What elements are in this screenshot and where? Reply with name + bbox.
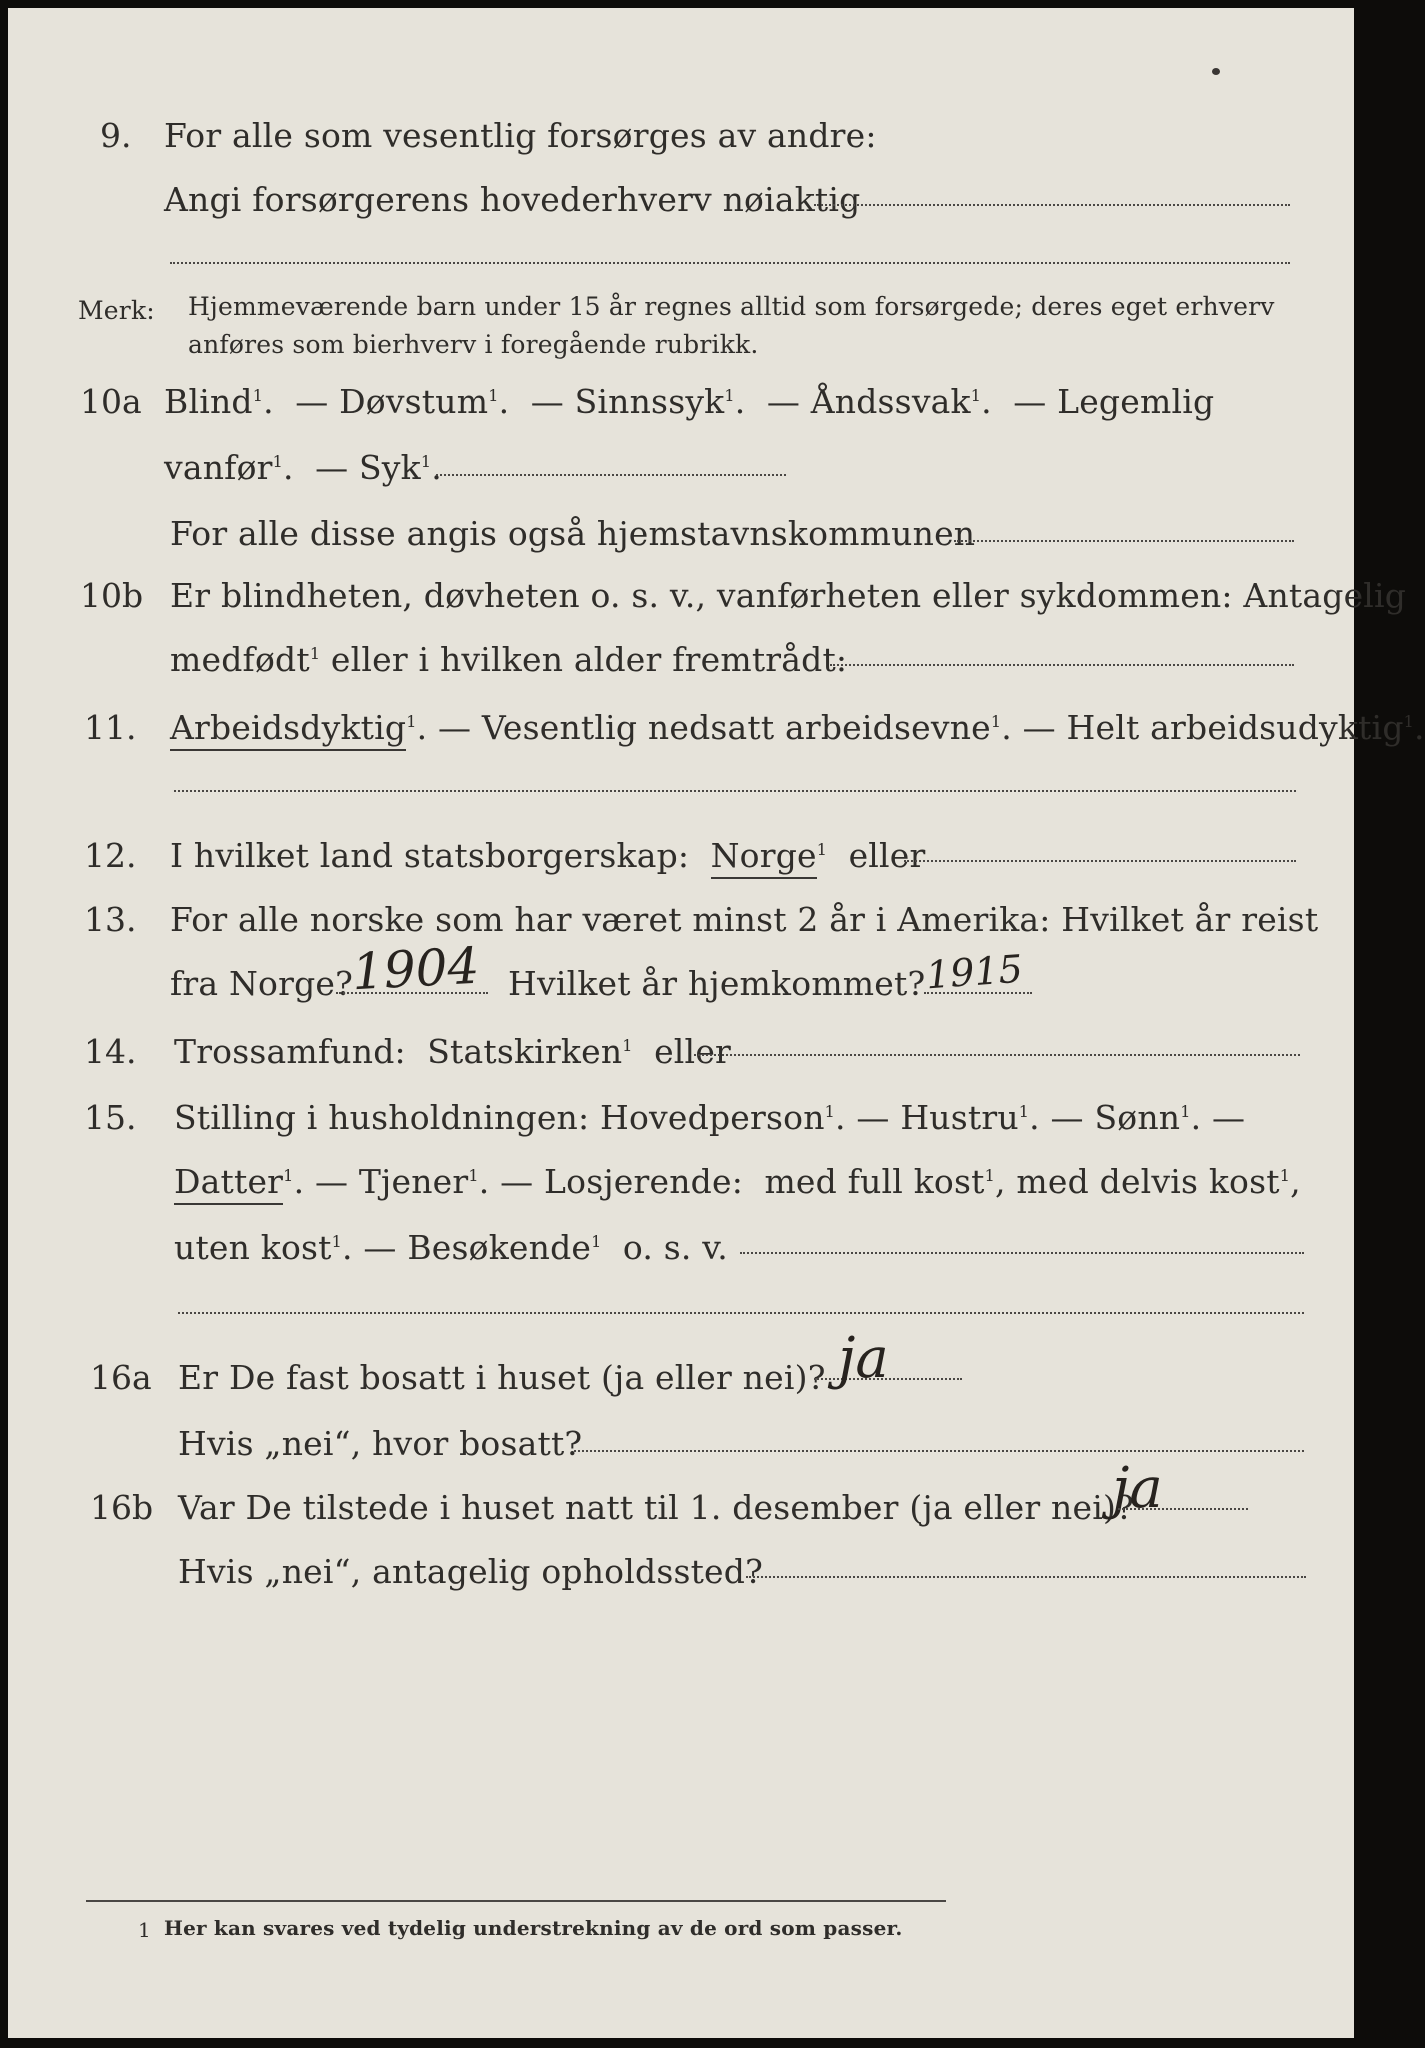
q16a-number: 16a [90, 1358, 152, 1397]
footnote-ref: 1 [990, 712, 1002, 731]
footnote-ref: 1 [420, 452, 432, 471]
q15-line2 [174, 1162, 1301, 1201]
footnote-ref: 1 [488, 386, 499, 405]
footnote-mark: 1 [138, 1918, 151, 1942]
q12-answer-line[interactable] [904, 860, 1296, 862]
q13-line1: For alle norske som har været minst 2 år i Amerika: Hvilket år reist [170, 900, 1319, 939]
q10a-andssvak[interactable]: — Åndssvak [766, 382, 971, 421]
q10b-line2 [170, 640, 847, 679]
footnote-ref: 1 [824, 1102, 836, 1121]
footnote-text: Her kan svares ved tydelig understrekning av de ord som passer. [164, 1916, 903, 1940]
footnote-ref: 1 [816, 840, 828, 859]
q11-vesentlig[interactable]: . — Vesentlig nedsatt arbeidsevne [416, 708, 991, 747]
q10b-number: 10b [80, 576, 144, 615]
q9-answer-line[interactable] [814, 204, 1290, 206]
q16a-line1: Er De fast bosatt i huset (ja eller nei)? [178, 1358, 826, 1397]
q10a-number: 10a [80, 382, 142, 421]
q10a-syk[interactable]: — Syk [315, 448, 421, 487]
q15-line1 [174, 1098, 1245, 1137]
footnote-ref: 1 [1403, 712, 1415, 731]
q16b-answer[interactable]: ja [1112, 1456, 1163, 1521]
q10b-medfodt[interactable]: medfødt [170, 640, 310, 679]
q15-line3 [174, 1228, 728, 1267]
q15-hovedperson[interactable]: Stilling i husholdningen: Hovedperson [174, 1098, 825, 1137]
q16a-bosatt-answer-line[interactable] [574, 1450, 1304, 1452]
q15-hustru[interactable]: . — Hustru [835, 1098, 1019, 1137]
q12-line [170, 836, 926, 875]
q12-number: 12. [84, 836, 137, 875]
q10b-alder-question: eller i hvilken alder fremtrådt: [320, 640, 848, 679]
q14-number: 14. [84, 1032, 137, 1071]
q15-comma: , [1290, 1162, 1301, 1201]
q13-reist-answer[interactable]: 1904 [350, 936, 481, 1002]
q13-hjem-answer[interactable]: 1915 [924, 946, 1025, 998]
q11-arbeidsdyktig[interactable]: Arbeidsdyktig [170, 708, 406, 751]
q15-dash: . — [1190, 1098, 1246, 1137]
q12-norge[interactable]: Norge [711, 836, 817, 879]
q15-uten-kost[interactable]: uten kost [174, 1228, 332, 1267]
q10a-line2: vanfør$^1$. — Syk$^1$. [164, 448, 442, 487]
q11-number: 11. [84, 708, 137, 747]
q12-question: I hvilket land statsborgerskap: [170, 836, 690, 875]
q13-fra-norge: fra Norge? [170, 964, 354, 1003]
merk-line1: Hjemmeværende barn under 15 år regnes alltid som forsørgede; deres eget erhverv [188, 292, 1275, 321]
footnote-ref: 1 [283, 1166, 294, 1185]
q15-sonn[interactable]: . — Sønn [1029, 1098, 1181, 1137]
q15-tjener[interactable]: . — Tjener [293, 1162, 469, 1201]
q16b-answer-line[interactable] [1118, 1508, 1248, 1510]
q16b-line2: Hvis „nei“, antagelig opholdssted? [178, 1552, 763, 1591]
q15-osv: o. s. v. [622, 1228, 728, 1267]
q15-datter[interactable]: Datter [174, 1162, 283, 1205]
footnote-ref: 1 [1279, 1166, 1291, 1185]
q10a-blind[interactable]: Blind [164, 382, 253, 421]
footnote-ref: 1 [724, 386, 735, 405]
footnote-ref: 1 [468, 1166, 479, 1185]
merk-label: Merk: [78, 296, 155, 325]
q10a-hjemstavn-answer-line[interactable] [954, 540, 1294, 542]
footnote-ref: 1 [252, 386, 264, 405]
q16b-opholdssted-answer-line[interactable] [746, 1576, 1306, 1578]
q10a-syk-answer-line[interactable] [436, 474, 786, 476]
q16a-answer[interactable]: ja [838, 1326, 889, 1391]
q15-answer-line[interactable] [740, 1252, 1304, 1254]
q9-line2: Angi forsørgerens hovederhverv nøiaktig [164, 180, 861, 219]
q9-answer-line-2[interactable] [170, 262, 1290, 264]
q10a-dovstum[interactable]: — Døvstum [295, 382, 489, 421]
q11-helt[interactable]: . — Helt arbeidsudyktig [1001, 708, 1404, 747]
footnote-ref: 1 [272, 452, 284, 471]
q14-statskirken[interactable]: Statskirken [427, 1032, 623, 1071]
q11-line: Arbeidsdyktig$^1$. — Vesentlig nedsatt arbeidsevne$^1$. — Helt arbeidsudyktig$^1$. [170, 708, 1425, 747]
q14-question: Trossamfund: [174, 1032, 406, 1071]
q9-number: 9. [100, 116, 132, 155]
q10a-legemlig[interactable]: — Legemlig [1013, 382, 1215, 421]
q11-answer-line[interactable] [174, 790, 1296, 792]
q14-answer-line[interactable] [694, 1054, 1300, 1056]
q15-losjerende: . — Losjerende: [478, 1162, 744, 1201]
q10b-answer-line[interactable] [830, 664, 1294, 666]
q13-number: 13. [84, 900, 137, 939]
q15-number: 15. [84, 1098, 137, 1137]
q16a-line2: Hvis „nei“, hvor bosatt? [178, 1424, 583, 1463]
footnote-ref: 1 [970, 386, 982, 405]
q16b-line1: Var De tilstede i huset natt til 1. desember (ja eller nei)? [178, 1488, 1134, 1527]
q15-full-kost[interactable]: med full kost [764, 1162, 985, 1201]
q10b-line1: Er blindheten, døvheten o. s. v., vanførheten eller sykdommen: Antagelig [170, 576, 1407, 615]
footnote-ref: 1 [1018, 1102, 1030, 1121]
q10a-vanfor[interactable]: vanfør [164, 448, 273, 487]
q14-eller: eller [654, 1032, 732, 1071]
q12-eller: eller [848, 836, 926, 875]
merk-line2: anføres som bierhverv i foregående rubrikk. [188, 330, 759, 359]
q13-hjemkommet: Hvilket år hjemkommet? [508, 964, 926, 1003]
footnote-ref: 1 [406, 712, 417, 731]
census-form-page [8, 8, 1425, 2038]
q10a-line3: For alle disse angis også hjemstavnskommunen [170, 514, 976, 553]
q16b-number: 16b [90, 1488, 154, 1527]
q15-answer-line-2[interactable] [178, 1312, 1304, 1314]
footnote-ref: 1 [1180, 1102, 1191, 1121]
q9-line1: For alle som vesentlig forsørges av andre: [164, 116, 877, 155]
q15-besokende[interactable]: . — Besøkende [342, 1228, 592, 1267]
footnote-ref: 1 [309, 644, 321, 663]
q10a-line1: Blind$^1$. — Døvstum$^1$. — Sinnssyk$^1$. — Åndssvak$^1$. — Legemlig [164, 382, 1215, 421]
q10a-sinnssyk[interactable]: — Sinnssyk [530, 382, 725, 421]
footnote-rule [86, 1900, 946, 1902]
footnote-ref: 1 [591, 1232, 602, 1251]
footnote-ref: 1 [331, 1232, 343, 1251]
footnote-ref: 1 [984, 1166, 995, 1185]
footnote-ref: 1 [622, 1036, 633, 1055]
ink-speck [1212, 68, 1220, 75]
q15-delvis-kost[interactable]: , med delvis kost [995, 1162, 1280, 1201]
q14-line [174, 1032, 731, 1071]
